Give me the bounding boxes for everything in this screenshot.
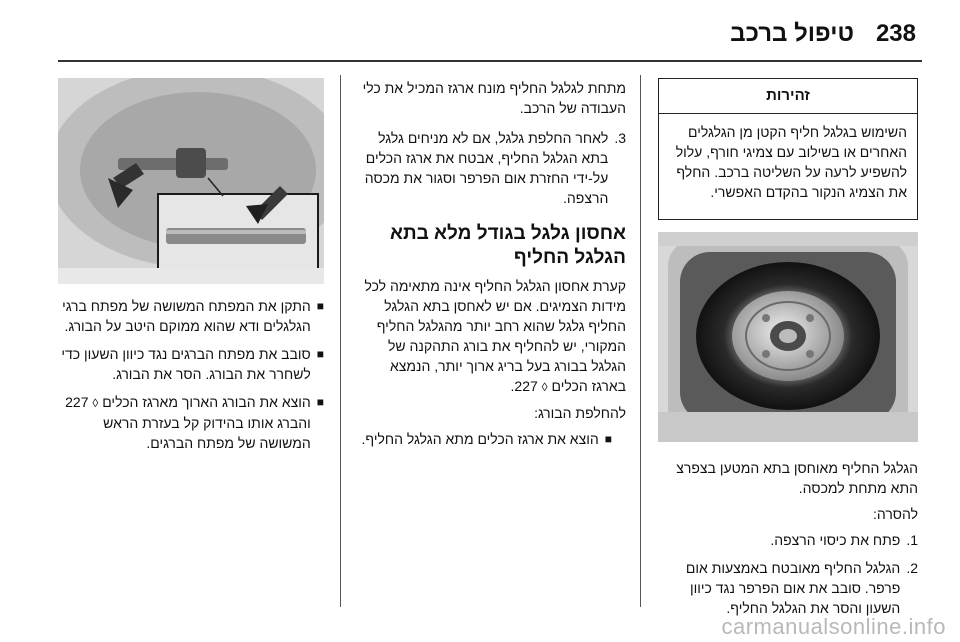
bullet-text-part: הוצא את הבורג הארוך מארגז הכלים [98,394,311,410]
spare-wheel-illustration [658,232,918,442]
warning-box [658,78,918,220]
step-number: 3. [614,130,626,146]
column-divider-right [640,75,641,607]
bullet-text: התקן את המפתח המשושה של מפתח ברגי הגלגלים ודא שהוא ממוקם היטב על הבורג. [62,298,311,334]
spare-wheel-caption: הגלגל החליף מאוחסן בתא המטען בצפרצ התא מתחת למכסה. [676,460,918,496]
step-text: לאחר החלפת גלגל, אם לא מניחים גלגל בתא הגלגל החליף, אבטח את ארגז הכלים על-ידי החזרת אום הפרפר וסגור את מכסה הרצפה. [364,130,609,206]
removal-step-1 [656,530,918,550]
section-heading: אחסון גלגל בגודל מלא בתא הגלגל החליף [389,223,626,268]
full-size-wheel-paragraph [354,276,626,397]
bullet-text-part: והברג אותו בהידוק קל בעזרת הראש המשושה של מפתח הברגים. [103,415,311,451]
page-reference[interactable]: 227 [65,394,89,410]
column-divider-left [340,75,341,607]
page-reference[interactable]: 227 [514,378,538,394]
square-bullet-icon: ■ [316,347,324,361]
bullet-text: הוצא את ארגז הכלים מתא הגלגל החליף. [361,431,599,447]
step-text: פתח את כיסוי הרצפה. [770,532,901,548]
bullet-item [354,429,612,449]
replace-bolt-label: להחלפת הבורג: [534,405,626,421]
paragraph-tail: . [510,378,515,394]
page-title: טיפול ברכב [730,20,854,47]
toolbox-intro: מתחת לגלגל החליף מונח ארגז המכיל את כלי העבודה של הרכב. [362,80,626,116]
step-number: 2. [906,560,918,576]
bullet-text: סובב את מפתח הברגים נגד כיוון השעון כדי לשחרר את הבורג. הסר את הבורג. [61,346,311,382]
step-number: 1. [906,532,918,548]
spare-wheel-photo [658,232,918,442]
warning-title: זהירות [659,79,917,114]
removal-label: להסרה: [872,506,918,522]
square-bullet-icon: ■ [604,432,612,446]
watermark: carmanualsonline.info [721,614,946,639]
square-bullet-icon: ■ [316,395,324,409]
header-divider [58,60,922,62]
bullet-text [58,392,311,453]
bullet-item [58,296,324,336]
middle-column-text [354,78,626,457]
page-header [44,18,916,50]
warning-text: השימוש בגלגל חליף הקטן מן הגלגלים האחרים או בשילוב עם צמיגי חורף, עלול להשפיע לרעה על השליטה ברכב. החלף את הצמיג הנקור בהקדם האפשרי. [675,124,907,200]
wheel-bolt-illustration [58,78,324,284]
paragraph-text: קערת אחסון הגלגל החליף אינה מתאימה לכל מידות הצמיגים. אם יש לאחסן בתא הגלגל החליף גלגל שהוא רחב יותר מהגלגל החליף המקורי, יש להחליף את בורג התהקנה של הגלגל בבורג בעל בריג ארוך יותר, הנמצא בארגז הכלים [364,278,626,394]
page-reference-icon: ◊ [92,396,99,410]
step-text: הגלגל החליף מאובטח באמצעות אום פרפר. סובב את אום הפרפר נגד כיוון השעון והסר את הגלגל החליף. [685,560,901,616]
wheel-bolt-photo [58,78,324,284]
bullet-item [58,392,324,453]
bullet-item [58,344,324,384]
page-number: 238 [875,20,916,47]
removal-step-2 [656,558,918,618]
left-column-text [58,296,324,461]
page-reference-icon: ◊ [541,380,548,394]
square-bullet-icon: ■ [316,299,324,313]
removal-step-3 [354,128,626,208]
right-column-text [656,458,918,626]
